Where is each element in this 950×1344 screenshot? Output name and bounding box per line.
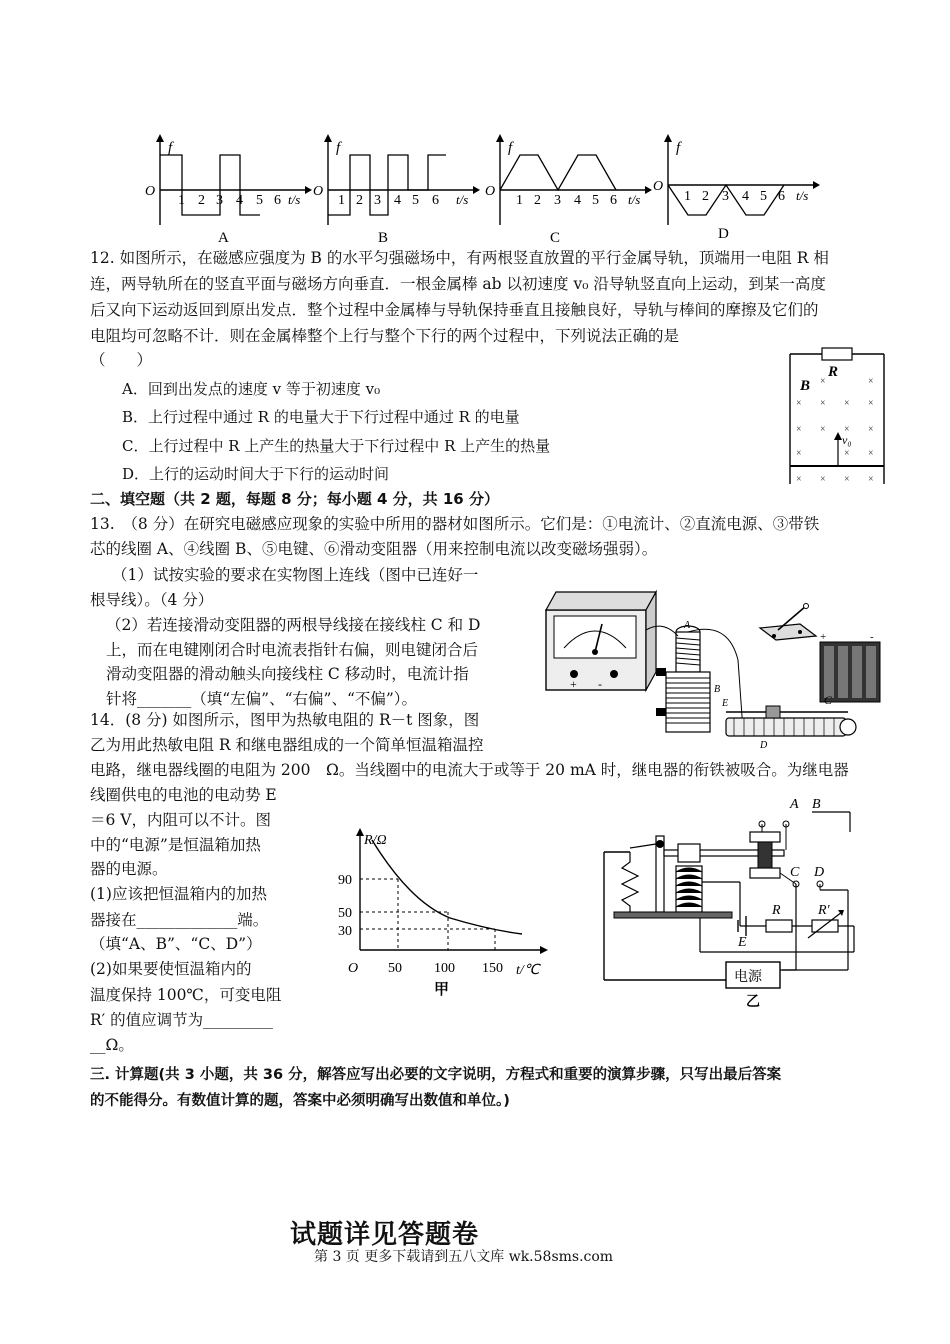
graph-b <box>313 134 480 245</box>
graph-b-f: f <box>336 140 341 156</box>
svg-text:×: × <box>820 424 826 435</box>
q12-line1: 12. 如图所示，在磁感应强度为 B 的水平匀强磁场中，有两根竖直放置的平行金属导轨，顶端用一电阻 R 相 <box>90 249 829 267</box>
q12-option-a: A．回到出发点的速度 v 等于初速度 v₀ <box>122 380 381 398</box>
graph-d-tick3: 3 <box>722 189 729 204</box>
svg-text:×: × <box>844 448 850 459</box>
svg-text:×: × <box>844 424 850 435</box>
q13-apparatus-figure <box>538 580 888 760</box>
graph-b-tick3: 3 <box>374 193 381 208</box>
circuit-B: B <box>812 797 821 812</box>
graph-d-tick6: 6 <box>778 189 785 204</box>
q13-fig-C: C <box>824 693 833 707</box>
circuit-A: A <box>790 797 799 812</box>
svg-text:×: × <box>796 398 802 409</box>
graph-b-t: t/s <box>456 192 469 207</box>
battery-pack <box>820 631 880 702</box>
graph-a-tick2: 2 <box>198 193 205 208</box>
svg-text:×: × <box>868 376 874 387</box>
svg-text:×: × <box>868 448 874 459</box>
q13-fig-D: D <box>760 740 768 751</box>
q13-p1b: 根导线）。（4 分） <box>90 591 214 609</box>
svg-text:×: × <box>868 424 874 435</box>
graph-d-label: D <box>718 226 729 242</box>
switch <box>760 604 816 641</box>
graph-c-tick1: 1 <box>516 193 523 208</box>
circuit-Rp: R′ <box>818 903 830 918</box>
q12-paren: （ ） <box>90 351 153 369</box>
q12-fig-R: R <box>828 364 839 380</box>
graph-b-tick5: 5 <box>412 193 419 208</box>
graph-b-tick6: 6 <box>432 193 439 208</box>
graph-c <box>485 134 652 245</box>
graph-b-label: B <box>378 230 389 245</box>
graph-b-tick4: 4 <box>394 193 401 208</box>
q13-fig-B: B <box>714 684 721 695</box>
q12-rail-figure <box>786 344 888 486</box>
graph-a-tick4: 4 <box>236 193 243 208</box>
q13-p2c: 滑动变阻器的滑动触头向接线柱 C 移动时，电流计指 <box>106 665 469 683</box>
svg-text:×: × <box>868 398 874 409</box>
graph-d-f: f <box>676 140 681 156</box>
graph-d-tick2: 2 <box>702 189 709 204</box>
q12-fig-B: B <box>800 378 811 394</box>
section-2-heading: 二、填空题（共 2 题，每题 8 分；每小题 4 分，共 16 分） <box>90 490 499 508</box>
q13-line2: 芯的线圈 A、④线圈 B、⑤电键、⑥滑动变阻器（用来控制电流以改变磁场强弱）。 <box>90 540 658 558</box>
q14-l11: (2)如果要使恒温箱内的 <box>90 960 252 978</box>
q14-line3: 电路，继电器线圈的电阻为 200 Ω。当线圈中的电流大于或等于 20 mA 时，继电器的衔铁被吸合。为继电器 <box>90 761 849 779</box>
q14-l5: ＝6 V，内阻可以不计。图 <box>90 811 271 829</box>
graph-c-f: f <box>508 140 513 156</box>
graph-d-tick1: 1 <box>684 189 691 204</box>
graph-a-tick6: 6 <box>274 193 281 208</box>
rt-ytick-30: 30 <box>338 924 352 939</box>
graph-a <box>145 134 312 245</box>
footer-title: 试题详见答题卷 <box>290 1220 480 1250</box>
circuit-D: D <box>814 865 825 880</box>
svg-text:×: × <box>820 398 826 409</box>
coils <box>646 620 743 732</box>
q14-l14: __Ω。 <box>90 1036 134 1054</box>
rt-xtick-50: 50 <box>388 961 402 976</box>
svg-text:×: × <box>796 424 802 435</box>
graph-b-origin: O <box>313 184 324 199</box>
rt-ytick-90: 90 <box>338 873 352 888</box>
q14-line1: 14．(8 分) 如图所示，图甲为热敏电阻的 R－t 图象，图 <box>90 711 480 729</box>
q13-p2a: （2）若连接滑动变阻器的两根导线接在接线柱 C 和 D <box>106 616 481 634</box>
graph-d-tick4: 4 <box>742 189 749 204</box>
circuit-caption: 乙 <box>746 995 760 1010</box>
graph-d <box>653 134 820 242</box>
q12-option-c: C．上行过程中 R 上产生的热量大于下行过程中 R 上产生的热量 <box>122 437 551 455</box>
svg-text:×: × <box>820 474 826 485</box>
q14-rt-graph <box>330 822 560 1000</box>
q14-relay-circuit <box>600 792 885 1010</box>
rt-caption: 甲 <box>434 982 450 998</box>
svg-text:-: - <box>870 631 874 643</box>
circuit-E: E <box>738 935 747 950</box>
graph-a-tick1: 1 <box>178 193 185 208</box>
q12-option-d: D．上行的运动时间大于下行的运动时间 <box>122 465 390 483</box>
q14-l8: (1)应该把恒温箱内的加热 <box>90 885 267 903</box>
q14-l13: R′ 的值应调节为_________ <box>90 1011 273 1029</box>
svg-text:×: × <box>796 474 802 485</box>
q14-line2: 乙为用此热敏电阻 R 和继电器组成的一个简单恒温箱温控 <box>90 736 484 754</box>
q13-fig-E: E <box>722 698 729 709</box>
q13-p1a: （1）试按实验的要求在实物图上连线（图中已连好一 <box>112 566 479 584</box>
svg-text:×: × <box>844 474 850 485</box>
circuit-power: 电源 <box>734 970 762 985</box>
graph-c-label: C <box>550 230 561 245</box>
svg-text:×: × <box>844 398 850 409</box>
rt-origin: O <box>348 961 359 976</box>
q13-p2b: 上，而在电键刚闭合时电流表指针右偏，则电键闭合后 <box>106 641 479 659</box>
q14-l4: 线圈供电的电池的电动势 E <box>90 786 277 804</box>
galvanometer <box>546 592 656 691</box>
q12-option-b: B．上行过程中通过 R 的电量大于下行过程中通过 R 的电量 <box>122 408 520 426</box>
graph-b-tick1: 1 <box>338 193 345 208</box>
q12-fig-v0: v₀ <box>842 433 852 447</box>
rt-xlabel: t/℃ <box>516 963 540 978</box>
graph-a-tick3: 3 <box>216 193 223 208</box>
svg-text:×: × <box>868 474 874 485</box>
section-3-heading-line1: 三. 计算题(共 3 小题，共 36 分，解答应写出必要的文字说明，方程式和重要的演算步骤，只写出最后答案 <box>90 1067 782 1083</box>
graph-a-label: A <box>218 230 229 245</box>
q12-line3: 后又向下运动返回到原出发点．整个过程中金属棒与导轨保持垂直且接触良好，导轨与棒间的摩擦及它们的 <box>90 301 819 319</box>
graph-a-origin: O <box>145 184 156 199</box>
q13-p2d: 针将_______（填“左偏”、“右偏”、“不偏”）。 <box>106 690 418 708</box>
graph-d-tick5: 5 <box>760 189 767 204</box>
q14-l12: 温度保持 100℃，可变电阻 <box>90 986 282 1004</box>
rt-ylabel: R/Ω <box>364 833 387 848</box>
force-time-graphs <box>140 130 830 245</box>
q14-l9: 器接在_____________端。 <box>90 911 269 929</box>
rt-xtick-100: 100 <box>434 961 455 976</box>
graph-a-f: f <box>168 140 173 156</box>
graph-c-origin: O <box>485 184 496 199</box>
q12-line2: 连，两导轨所在的竖直平面与磁场方向垂直．一根金属棒 ab 以初速度 v₀ 沿导轨竖直向上运动，到某一高度 <box>90 275 826 293</box>
graph-c-tick5: 5 <box>592 193 599 208</box>
graph-c-t: t/s <box>628 192 641 207</box>
footer-page-info: 第 3 页 更多下载请到五八文库 wk.58sms.com <box>314 1249 614 1265</box>
svg-text:×: × <box>820 376 826 387</box>
graph-a-tick5: 5 <box>256 193 263 208</box>
graph-c-tick4: 4 <box>574 193 581 208</box>
svg-text:-: - <box>598 677 602 691</box>
rt-xtick-150: 150 <box>482 961 503 976</box>
graph-c-tick3: 3 <box>554 193 561 208</box>
circuit-R: R <box>772 903 781 918</box>
rt-ytick-50: 50 <box>338 906 352 921</box>
svg-text:+: + <box>570 677 577 691</box>
graph-c-tick6: 6 <box>610 193 617 208</box>
q12-line4: 电阻均可忽略不计．则在金属棒整个上行与整个下行的两个过程中，下列说法正确的是 <box>90 327 680 345</box>
graph-d-origin: O <box>653 179 664 194</box>
section-3-heading-line2: 的不能得分。有数值计算的题，答案中必须明确写出数值和单位。) <box>90 1093 510 1109</box>
q14-l10: （填“A、B”、“C、D”） <box>90 935 262 953</box>
graph-a-t: t/s <box>288 192 301 207</box>
svg-text:+: + <box>820 631 827 643</box>
q14-l7: 器的电源。 <box>90 860 168 878</box>
q13-fig-A: A <box>684 620 691 631</box>
graph-c-tick2: 2 <box>534 193 541 208</box>
circuit-C: C <box>790 865 800 880</box>
q13-line1: 13. （8 分）在研究电磁感应现象的实验中所用的器材如图所示。它们是：①电流计、②直流电源、③带铁 <box>90 515 820 533</box>
graph-d-t: t/s <box>796 188 809 203</box>
graph-b-tick2: 2 <box>356 193 363 208</box>
svg-text:×: × <box>796 448 802 459</box>
q14-l6: 中的“电源”是恒温箱加热 <box>90 836 261 854</box>
